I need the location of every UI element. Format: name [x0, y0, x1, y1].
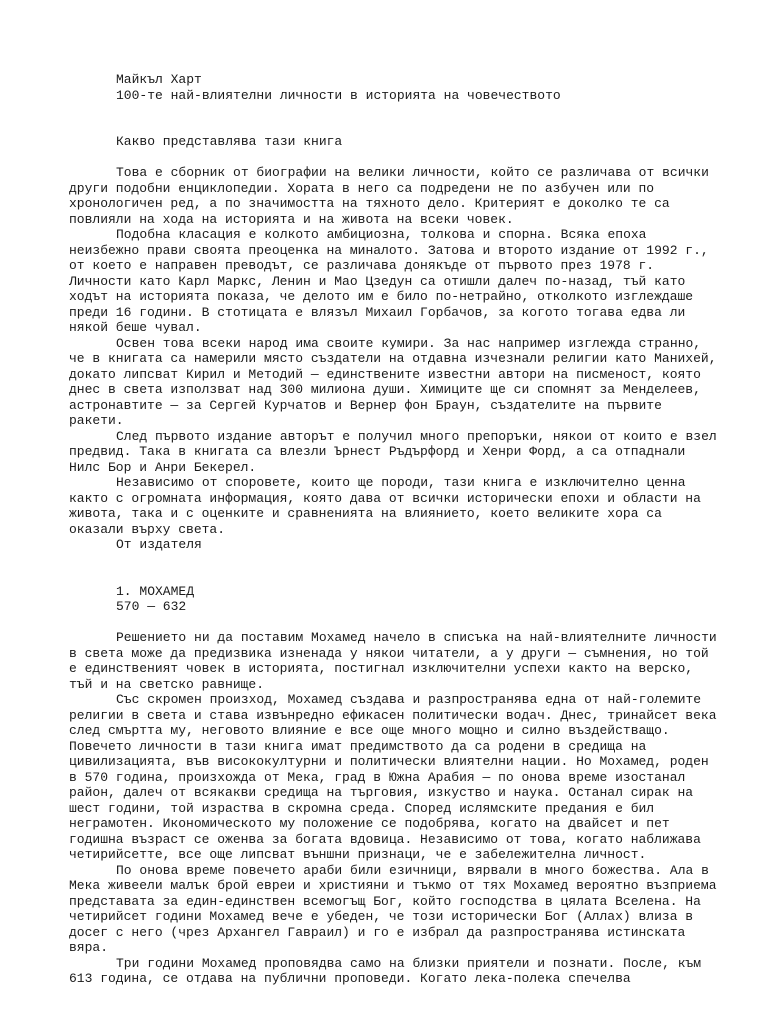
chapter-heading: 1. МОХАМЕД [116, 583, 195, 599]
text-line: Независимо от споровете, които ще породи, тази книга е изключително ценна [116, 475, 686, 490]
text-line: че в книгата са намерили място създатели на отдавна изчезнали религии като Манихей, [69, 351, 717, 366]
text-line: Мека живеели малък брой евреи и християни и тъкмо от тях Мохамед вероятно възприема [69, 878, 717, 893]
text-line: неизбежно прави своята преоценка на миналото. Затова и второто издание от 1992 г., [69, 242, 709, 258]
author-name: Майкъл Харт [116, 72, 202, 87]
chapter-body [69, 630, 717, 987]
text-line: четирийсетте, все още липсват външни признаци, че е забележителна личност. [69, 847, 647, 862]
text-line: шест години, той израства в скромна среда. Според ислямските предания е бил [69, 800, 655, 816]
text-line: Три години Мохамед проповядва само на близки приятели и познати. После, към [116, 955, 702, 971]
text-line: годишна възраст се оженва за богата вдовица. Независимо от това, когато наближава [69, 831, 701, 847]
text-column [69, 72, 717, 987]
text-line: някой беше чувал. [69, 320, 202, 335]
text-line: оказали върху света. [69, 521, 226, 537]
text-line: Подобна класация е колкото амбициозна, толкова и спорна. Всяка епоха [116, 227, 647, 242]
text-line: досег с него (чрез Архангел Гавраил) и го е избрал да разпространява истинската [69, 924, 686, 940]
chapter-years: 570 — 632 [116, 599, 187, 614]
text-line: Личности като Карл Маркс, Ленин и Мао Цзедун са отишли далеч по-назад, тъй като [69, 273, 686, 289]
text-line: Решението ни да поставим Мохамед начело в списъка на най-влиятелните личности [116, 630, 717, 645]
publisher-signature: От издателя [116, 537, 202, 552]
text-line: Това е сборник от биографии на велики личности, който се различава от всички [116, 165, 709, 180]
text-line: днес в света използват над 300 милиона души. Химиците ще си спомнят за Менделеев, [69, 382, 701, 397]
text-line: повлияли на хода на историята и на живота на всеки човек. [69, 211, 514, 227]
text-line: в света може да предизвика изненада у някои читатели, а у други — съмнения, но той [69, 645, 709, 661]
text-line: преди 16 години. В стотицата е влязъл Михаил Горбачов, за когото тогава едва ли [69, 304, 686, 320]
text-line: от което е направен преводът, се различава донякъде от първото през 1978 г. [69, 258, 655, 273]
intro-body [69, 165, 717, 553]
text-line: 613 година, се отдава на публични проповеди. Когато лека-полека спечелва [69, 971, 631, 986]
text-line: ракети. [69, 413, 124, 428]
text-line: След първото издание авторът е получил много препоръки, някои от които е взел [116, 428, 717, 444]
text-line: По онова време повечето араби били езичници, вярвали в много божества. Ала в [116, 862, 709, 878]
text-line: вяра. [69, 940, 109, 955]
text-line: четирийсет години Мохамед вече е убеден, че този исторически Бог (Аллах) влиза в [69, 909, 694, 924]
text-line: Със скромен произход, Мохамед създава и разпространява една от най-големите [116, 692, 702, 707]
text-line: Освен това всеки народ има своите кумири. За нас например изглежда странно, [116, 335, 702, 351]
text-line: в 570 година, произхожда от Мека, град в Южна Арабия — по онова време изостанал [69, 769, 686, 785]
text-line: представата за един-единствен всемогъщ Бог, който господства в цялата Вселена. На [69, 893, 701, 909]
text-line: други подобни енциклопедии. Хората в него са подредени не по азбучен или по [69, 180, 655, 196]
text-line: неграмотен. Икономическото му положение се подобрява, когато на двайсет и пет [69, 816, 670, 831]
text-line: астронавтите — за Сергей Курчатов и Вернер фон Браун, създателите на първите [69, 397, 662, 413]
intro-heading: Какво представлява тази книга [116, 134, 343, 149]
text-line: както с огромната информация, която дава от всички исторически епохи и области на [69, 490, 701, 506]
book-title: 100-те най-влиятелни личности в историята на човечеството [116, 87, 561, 103]
text-line: Повечето личности в тази книга имат предимството да са родени в средища на [69, 738, 647, 754]
text-line: след смъртта му, неговото влияние е все още много мощно и силно въздействащо. [69, 723, 670, 738]
text-line: живота, така и с оценките и сравненията на влиянието, което великите хора са [69, 506, 662, 521]
text-line: докато липсват Кирил и Методий — единствените известни автори на писменост, която [69, 366, 701, 382]
text-line: цивилизацията, във висококултурни и политически влиятелни нации. Но Мохамед, роден [69, 754, 709, 769]
text-line: район, далеч от всякакви средища на търговия, изкуство и наука. Останал сирак на [69, 785, 694, 800]
text-line: предвид. Така в книгата са влезли Ърнест Ръдърфорд и Хенри Форд, а са отпаднали [69, 444, 686, 459]
text-line: Нилс Бор и Анри Бекерел. [69, 459, 257, 475]
text-line: религии в света и става извънредно ефикасен политически водач. Днес, тринайсет века [69, 707, 717, 723]
text-line: хронологичен ред, а по значимостта на тяхното дело. Критерият е доколко те са [69, 196, 670, 211]
text-line: ходът на историята показа, че делото им е било по-нетрайно, отколкото изглеждаше [69, 289, 694, 304]
text-line: е единственият човек в историята, постигнал изключителни успехи както на верско, [69, 661, 694, 676]
text-line: тъй и на светско равнище. [69, 676, 265, 692]
